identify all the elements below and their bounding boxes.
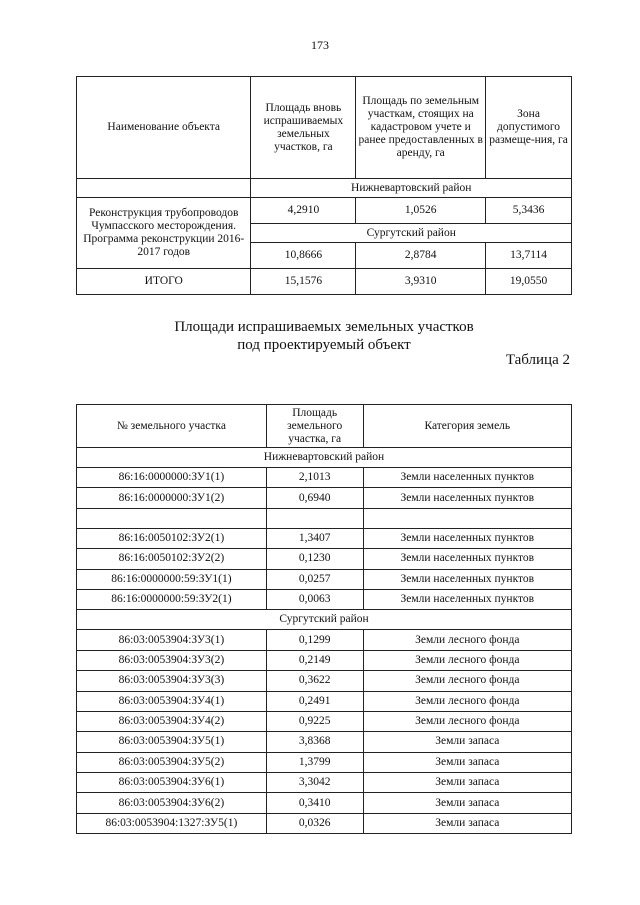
total-new-area: 15,1576	[251, 269, 356, 295]
plot-area: 0,2491	[266, 691, 363, 711]
land-category: Земли запаса	[363, 773, 571, 793]
table-row	[77, 732, 572, 752]
region-name: Сургутский район	[77, 610, 572, 630]
blank-cell	[77, 179, 251, 198]
region-name: Нижневартовский район	[77, 448, 572, 468]
table-row	[77, 711, 572, 731]
table-row	[77, 630, 572, 650]
blank-cell	[266, 508, 363, 528]
rows-group	[77, 630, 572, 834]
table-row	[77, 589, 572, 609]
land-plots-table	[76, 404, 572, 834]
plot-area: 3,8368	[266, 732, 363, 752]
objects-area-table	[76, 76, 572, 295]
header-cadastral-area: Площадь по земельным участкам, стоящих на кадастровом учете и ранее предоставленных в аренду, га	[356, 77, 486, 179]
plot-number: 86:03:0053904:ЗУ6(2)	[77, 793, 267, 813]
land-category: Земли населенных пунктов	[363, 589, 571, 609]
table-row	[77, 650, 572, 670]
land-category: Земли населенных пунктов	[363, 468, 571, 488]
cadastral-area-value: 1,0526	[356, 198, 486, 224]
plot-number: 86:16:0000000:59:ЗУ1(1)	[77, 569, 267, 589]
plot-number: 86:03:0053904:ЗУ5(1)	[77, 732, 267, 752]
zone-value: 5,3436	[486, 198, 572, 224]
plot-number: 86:16:0050102:ЗУ2(1)	[77, 528, 267, 548]
table-row	[77, 488, 572, 508]
land-category: Земли запаса	[363, 732, 571, 752]
plot-number: 86:16:0050102:ЗУ2(2)	[77, 549, 267, 569]
table-row	[77, 691, 572, 711]
blank-row	[77, 508, 572, 528]
plot-number: 86:03:0053904:ЗУ3(2)	[77, 650, 267, 670]
table-row	[77, 528, 572, 548]
table-row	[77, 671, 572, 691]
plot-area: 0,0257	[266, 569, 363, 589]
land-category: Земли населенных пунктов	[363, 569, 571, 589]
page-number: 173	[311, 38, 329, 52]
table-row	[77, 793, 572, 813]
land-category: Земли лесного фонда	[363, 630, 571, 650]
plot-area: 0,3622	[266, 671, 363, 691]
plot-area: 2,1013	[266, 468, 363, 488]
zone-value: 13,7114	[486, 243, 572, 269]
land-category: Земли запаса	[363, 813, 571, 833]
header-zone: Зона допустимого размеще-ния, га	[486, 77, 572, 179]
table-header-row	[77, 405, 572, 448]
plot-area: 3,3042	[266, 773, 363, 793]
new-area-value: 10,8666	[251, 243, 356, 269]
header-land-category: Категория земель	[363, 405, 571, 448]
region-row	[77, 448, 572, 468]
land-category: Земли лесного фонда	[363, 650, 571, 670]
land-category: Земли запаса	[363, 752, 571, 772]
total-label: ИТОГО	[77, 269, 251, 295]
table-row	[77, 773, 572, 793]
plot-number: 86:16:0000000:ЗУ1(2)	[77, 488, 267, 508]
land-category: Земли запаса	[363, 793, 571, 813]
blank-cell	[77, 508, 267, 528]
total-row	[77, 269, 572, 295]
land-category: Земли населенных пунктов	[363, 488, 571, 508]
header-new-area: Площадь вновь испрашиваемых земельных участков, га	[251, 77, 356, 179]
plot-area: 0,3410	[266, 793, 363, 813]
plot-area: 0,1299	[266, 630, 363, 650]
land-category: Земли населенных пунктов	[363, 528, 571, 548]
plot-area: 1,3799	[266, 752, 363, 772]
table-row	[77, 198, 572, 224]
plot-area: 0,9225	[266, 711, 363, 731]
total-cadastral-area: 3,9310	[356, 269, 486, 295]
plot-number: 86:03:0053904:ЗУ3(3)	[77, 671, 267, 691]
plot-number: 86:03:0053904:ЗУ4(1)	[77, 691, 267, 711]
table-row	[77, 549, 572, 569]
land-category: Земли лесного фонда	[363, 671, 571, 691]
table-row	[77, 468, 572, 488]
land-category: Земли населенных пунктов	[363, 549, 571, 569]
plot-area: 0,6940	[266, 488, 363, 508]
rows-group	[77, 528, 572, 610]
blank-cell	[363, 508, 571, 528]
plot-area: 1,3407	[266, 528, 363, 548]
table-header-row	[77, 77, 572, 179]
plot-number: 86:03:0053904:ЗУ5(2)	[77, 752, 267, 772]
plot-number: 86:03:0053904:1327:ЗУ5(1)	[77, 813, 267, 833]
caption-line-2: под проектируемый объект	[237, 337, 411, 353]
plot-number: 86:16:0000000:59:ЗУ2(1)	[77, 589, 267, 609]
new-area-value: 4,2910	[251, 198, 356, 224]
table-caption	[76, 318, 572, 354]
header-plot-number: № земельного участка	[77, 405, 267, 448]
plot-area: 0,2149	[266, 650, 363, 670]
table-row	[77, 813, 572, 833]
plot-area: 0,0326	[266, 813, 363, 833]
table-number-label: Таблица 2	[505, 352, 570, 368]
header-object-name: Наименование объекта	[77, 77, 251, 179]
land-category: Земли лесного фонда	[363, 691, 571, 711]
plot-area: 0,0063	[266, 589, 363, 609]
plot-number: 86:03:0053904:ЗУ6(1)	[77, 773, 267, 793]
plot-area: 0,1230	[266, 549, 363, 569]
cadastral-area-value: 2,8784	[356, 243, 486, 269]
object-name: Реконструкция трубопроводов Чумпасского месторождения. Программа реконструкции 2016-2017 годов	[77, 198, 251, 269]
region-row	[77, 179, 572, 198]
rows-group	[77, 468, 572, 509]
caption-line-1: Площади испрашиваемых земельных участков	[174, 319, 474, 335]
header-plot-area: Площадь земельного участка, га	[266, 405, 363, 448]
region-name: Нижневартовский район	[251, 179, 572, 198]
table-row	[77, 752, 572, 772]
plot-number: 86:03:0053904:ЗУ4(2)	[77, 711, 267, 731]
total-zone: 19,0550	[486, 269, 572, 295]
plot-number: 86:03:0053904:ЗУ3(1)	[77, 630, 267, 650]
region-name: Сургутский район	[251, 224, 572, 243]
plot-number: 86:16:0000000:ЗУ1(1)	[77, 468, 267, 488]
table-row	[77, 569, 572, 589]
land-category: Земли лесного фонда	[363, 711, 571, 731]
region-row	[77, 610, 572, 630]
